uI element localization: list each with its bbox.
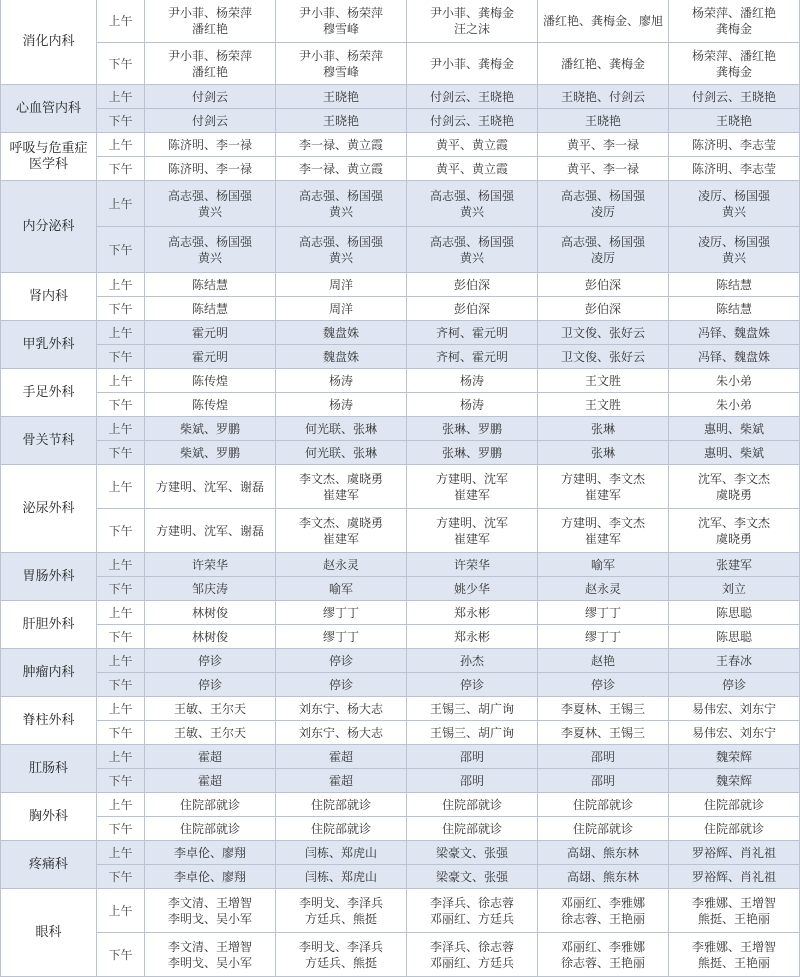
doctor-cell: 冯铎、魏盘姝 [669, 345, 800, 369]
doctor-cell: 陈思聪 [669, 601, 800, 625]
doctor-cell: 王晓艳 [669, 109, 800, 133]
doctor-cell: 高志强、杨国强 黄兴 [276, 181, 407, 227]
doctor-cell: 霍元明 [145, 345, 276, 369]
doctor-cell: 杨涛 [407, 369, 538, 393]
doctor-cell: 停诊 [276, 673, 407, 697]
doctor-cell: 住院部就诊 [538, 793, 669, 817]
doctor-cell: 许荣华 [145, 553, 276, 577]
doctor-cell: 陈传煌 [145, 393, 276, 417]
session-label: 下午 [97, 509, 145, 553]
doctor-cell: 黄平、李一禄 [538, 133, 669, 157]
doctor-cell: 住院部就诊 [145, 817, 276, 841]
doctor-cell: 缪丁丁 [276, 625, 407, 649]
doctor-cell: 卫文俊、张好云 [538, 321, 669, 345]
doctor-cell: 朱小弟 [669, 393, 800, 417]
session-label: 上午 [97, 85, 145, 109]
doctor-cell: 陈济明、李志莹 [669, 133, 800, 157]
doctor-cell: 黄平、李一禄 [538, 157, 669, 181]
schedule-row [1, 393, 800, 417]
doctor-cell: 杨荣萍、潘红艳 龚梅金 [669, 0, 800, 43]
doctor-cell: 王文胜 [538, 369, 669, 393]
schedule-row [1, 625, 800, 649]
doctor-cell: 陈结慧 [145, 273, 276, 297]
doctor-cell: 魏盘姝 [276, 345, 407, 369]
department-name: 肛肠科 [1, 745, 97, 793]
schedule-row [1, 889, 800, 933]
doctor-cell: 住院部就诊 [407, 817, 538, 841]
doctor-cell: 李泽兵、徐志蓉 邓丽红、方廷兵 [407, 889, 538, 933]
doctor-cell: 方建明、沈军、谢磊 [145, 465, 276, 509]
doctor-cell: 朱小弟 [669, 369, 800, 393]
doctor-cell: 陈济明、李一禄 [145, 157, 276, 181]
schedule-row [1, 601, 800, 625]
doctor-cell: 住院部就诊 [669, 817, 800, 841]
session-label: 下午 [97, 769, 145, 793]
doctor-cell: 王春冰 [669, 649, 800, 673]
doctor-cell: 住院部就诊 [276, 793, 407, 817]
doctor-cell: 停诊 [276, 649, 407, 673]
doctor-cell: 彭伯深 [407, 297, 538, 321]
schedule-row [1, 85, 800, 109]
department-name: 呼吸与危重症 医学科 [1, 133, 97, 181]
schedule-row [1, 673, 800, 697]
session-label: 下午 [97, 625, 145, 649]
doctor-cell: 李文清、王增智 李明戈、吴小军 [145, 933, 276, 977]
schedule-row [1, 157, 800, 181]
session-label: 上午 [97, 553, 145, 577]
doctor-cell: 彭伯深 [407, 273, 538, 297]
doctor-cell: 张琳、罗鹏 [407, 441, 538, 465]
session-label: 上午 [97, 133, 145, 157]
session-label: 上午 [97, 649, 145, 673]
doctor-cell: 张建军 [669, 553, 800, 577]
doctor-cell: 陈结慧 [145, 297, 276, 321]
doctor-cell: 郑永彬 [407, 601, 538, 625]
session-label: 上午 [97, 793, 145, 817]
session-label: 下午 [97, 817, 145, 841]
doctor-cell: 霍元明 [145, 321, 276, 345]
doctor-cell: 林树俊 [145, 601, 276, 625]
doctor-cell: 刘东宁、杨大志 [276, 721, 407, 745]
doctor-cell: 齐柯、霍元明 [407, 321, 538, 345]
doctor-cell: 魏荣辉 [669, 745, 800, 769]
doctor-cell: 王锡三、胡广询 [407, 721, 538, 745]
doctor-cell: 卫文俊、张好云 [538, 345, 669, 369]
doctor-cell: 凌厉、杨国强 黄兴 [669, 181, 800, 227]
doctor-cell: 霍超 [276, 769, 407, 793]
doctor-cell: 李雅娜、王增智 熊挺、王艳丽 [669, 933, 800, 977]
doctor-cell: 闫栋、郑虎山 [276, 841, 407, 865]
doctor-cell: 王敏、王尔天 [145, 697, 276, 721]
doctor-cell: 缪丁丁 [538, 601, 669, 625]
doctor-cell: 高志强、杨国强 黄兴 [145, 181, 276, 227]
doctor-cell: 陈济明、李志莹 [669, 157, 800, 181]
doctor-cell: 王锡三、胡广询 [407, 697, 538, 721]
schedule-row [1, 321, 800, 345]
doctor-cell: 柴斌、罗鹏 [145, 417, 276, 441]
schedule-row [1, 227, 800, 273]
session-label: 下午 [97, 865, 145, 889]
doctor-cell: 邵明 [407, 769, 538, 793]
doctor-cell: 惠明、柴斌 [669, 417, 800, 441]
session-label: 上午 [97, 601, 145, 625]
doctor-cell: 王晓艳 [276, 109, 407, 133]
session-label: 下午 [97, 393, 145, 417]
department-name: 内分泌科 [1, 181, 97, 273]
doctor-cell: 李卓伦、廖翔 [145, 841, 276, 865]
doctor-cell: 杨涛 [276, 369, 407, 393]
doctor-cell: 霍超 [145, 769, 276, 793]
session-label: 下午 [97, 441, 145, 465]
schedule-row [1, 133, 800, 157]
department-name: 心血管内科 [1, 85, 97, 133]
department-name: 手足外科 [1, 369, 97, 417]
doctor-cell: 停诊 [538, 673, 669, 697]
session-label: 下午 [97, 721, 145, 745]
department-name: 胃肠外科 [1, 553, 97, 601]
session-label: 上午 [97, 745, 145, 769]
doctor-cell: 付剑云、王晓艳 [407, 85, 538, 109]
department-name: 骨关节科 [1, 417, 97, 465]
session-label: 下午 [97, 933, 145, 977]
doctor-cell: 高志强、杨国强 黄兴 [145, 227, 276, 273]
schedule-row [1, 509, 800, 553]
doctor-cell: 方建明、沈军、谢磊 [145, 509, 276, 553]
doctor-cell: 李卓伦、廖翔 [145, 865, 276, 889]
doctor-cell: 缪丁丁 [538, 625, 669, 649]
doctor-cell: 邵明 [538, 769, 669, 793]
doctor-cell: 高志强、杨国强 凌厉 [538, 227, 669, 273]
doctor-cell: 刘立 [669, 577, 800, 601]
doctor-cell: 陈结慧 [669, 297, 800, 321]
doctor-cell: 李文杰、虞晓勇 崔建军 [276, 465, 407, 509]
doctor-cell: 闫栋、郑虎山 [276, 865, 407, 889]
doctor-cell: 陈结慧 [669, 273, 800, 297]
doctor-cell: 李明戈、李泽兵 方廷兵、熊挺 [276, 889, 407, 933]
doctor-cell: 彭伯深 [538, 297, 669, 321]
schedule-row [1, 769, 800, 793]
session-label: 上午 [97, 697, 145, 721]
doctor-cell: 高志强、杨国强 黄兴 [407, 227, 538, 273]
doctor-cell: 高志强、杨国强 凌厉 [538, 181, 669, 227]
doctor-cell: 方建明、沈军 崔建军 [407, 465, 538, 509]
doctor-cell: 尹小菲、杨荣萍 潘红艳 [145, 0, 276, 43]
department-name: 甲乳外科 [1, 321, 97, 369]
doctor-cell: 霍超 [276, 745, 407, 769]
session-label: 上午 [97, 0, 145, 43]
schedule-row [1, 745, 800, 769]
department-name: 疼痛科 [1, 841, 97, 889]
department-name: 泌尿外科 [1, 465, 97, 553]
doctor-cell: 冯铎、魏盘姝 [669, 321, 800, 345]
doctor-cell: 邓丽红、李雅娜 徐志蓉、王艳丽 [538, 889, 669, 933]
session-label: 下午 [97, 227, 145, 273]
schedule-row [1, 441, 800, 465]
schedule-row [1, 181, 800, 227]
schedule-row [1, 865, 800, 889]
doctor-cell: 高翃、熊东林 [538, 865, 669, 889]
doctor-cell: 方建明、李文杰 崔建军 [538, 465, 669, 509]
department-name: 肾内科 [1, 273, 97, 321]
doctor-cell: 陈济明、李一禄 [145, 133, 276, 157]
schedule-row [1, 793, 800, 817]
schedule-row [1, 273, 800, 297]
session-label: 上午 [97, 181, 145, 227]
doctor-cell: 住院部就诊 [407, 793, 538, 817]
doctor-cell: 凌厉、杨国强 黄兴 [669, 227, 800, 273]
doctor-cell: 杨涛 [407, 393, 538, 417]
doctor-cell: 李一禄、黄立霞 [276, 133, 407, 157]
doctor-cell: 方建明、沈军 崔建军 [407, 509, 538, 553]
doctor-cell: 易伟宏、刘东宁 [669, 721, 800, 745]
session-label: 上午 [97, 321, 145, 345]
doctor-cell: 易伟宏、刘东宁 [669, 697, 800, 721]
doctor-cell: 尹小菲、龚梅金 [407, 43, 538, 85]
doctor-cell: 付剑云 [145, 109, 276, 133]
doctor-cell: 刘东宁、杨大志 [276, 697, 407, 721]
doctor-cell: 尹小菲、龚梅金 汪之沫 [407, 0, 538, 43]
session-label: 上午 [97, 417, 145, 441]
department-name: 肝胆外科 [1, 601, 97, 649]
doctor-cell: 邓丽红、李雅娜 徐志蓉、王艳丽 [538, 933, 669, 977]
schedule-row [1, 721, 800, 745]
session-label: 上午 [97, 841, 145, 865]
doctor-cell: 喻军 [538, 553, 669, 577]
doctor-cell: 张琳 [538, 417, 669, 441]
session-label: 下午 [97, 109, 145, 133]
doctor-cell: 霍超 [145, 745, 276, 769]
doctor-cell: 住院部就诊 [669, 793, 800, 817]
doctor-cell: 住院部就诊 [538, 817, 669, 841]
doctor-cell: 林树俊 [145, 625, 276, 649]
doctor-cell: 李文杰、虞晓勇 崔建军 [276, 509, 407, 553]
schedule-row [1, 369, 800, 393]
session-label: 上午 [97, 273, 145, 297]
doctor-cell: 惠明、柴斌 [669, 441, 800, 465]
doctor-cell: 停诊 [145, 673, 276, 697]
doctor-cell: 李文清、王增智 李明戈、吴小军 [145, 889, 276, 933]
doctor-cell: 尹小菲、杨荣萍 穆雪峰 [276, 0, 407, 43]
schedule-row [1, 841, 800, 865]
schedule-body [1, 0, 800, 977]
doctor-cell: 陈思聪 [669, 625, 800, 649]
session-label: 上午 [97, 889, 145, 933]
schedule-row [1, 553, 800, 577]
doctor-cell: 张琳 [538, 441, 669, 465]
doctor-cell: 何光联、张琳 [276, 417, 407, 441]
session-label: 下午 [97, 297, 145, 321]
doctor-cell: 邵明 [407, 745, 538, 769]
session-label: 上午 [97, 369, 145, 393]
doctor-cell: 潘红艳、龚梅金 [538, 43, 669, 85]
department-name: 胸外科 [1, 793, 97, 841]
doctor-cell: 住院部就诊 [145, 793, 276, 817]
doctor-cell: 付剑云、王晓艳 [407, 109, 538, 133]
session-label: 下午 [97, 345, 145, 369]
doctor-cell: 王敏、王尔天 [145, 721, 276, 745]
doctor-cell: 周洋 [276, 273, 407, 297]
doctor-cell: 姚少华 [407, 577, 538, 601]
schedule-row [1, 417, 800, 441]
doctor-cell: 高翃、熊东林 [538, 841, 669, 865]
doctor-cell: 付剑云、王晓艳 [669, 85, 800, 109]
department-name: 眼科 [1, 889, 97, 977]
doctor-cell: 张琳、罗鹏 [407, 417, 538, 441]
doctor-cell: 魏盘姝 [276, 321, 407, 345]
doctor-cell: 孙杰 [407, 649, 538, 673]
doctor-cell: 李雅娜、王增智 熊挺、王艳丽 [669, 889, 800, 933]
session-label: 下午 [97, 43, 145, 85]
doctor-cell: 黄平、黄立霞 [407, 133, 538, 157]
doctor-cell: 潘红艳、龚梅金、廖旭 [538, 0, 669, 43]
schedule-row [1, 0, 800, 43]
doctor-cell: 杨荣萍、潘红艳 龚梅金 [669, 43, 800, 85]
doctor-cell: 王晓艳 [276, 85, 407, 109]
doctor-cell: 杨涛 [276, 393, 407, 417]
schedule-row [1, 465, 800, 509]
doctor-cell: 高志强、杨国强 黄兴 [407, 181, 538, 227]
doctor-cell: 王晓艳、付剑云 [538, 85, 669, 109]
department-name: 肿瘤内科 [1, 649, 97, 697]
doctor-cell: 方建明、李文杰 崔建军 [538, 509, 669, 553]
doctor-cell: 李夏林、王锡三 [538, 721, 669, 745]
schedule-row [1, 577, 800, 601]
doctor-cell: 李明戈、李泽兵 方廷兵、熊挺 [276, 933, 407, 977]
schedule-row [1, 43, 800, 85]
schedule-row [1, 817, 800, 841]
schedule-row [1, 933, 800, 977]
doctor-cell: 赵永灵 [276, 553, 407, 577]
doctor-cell: 付剑云 [145, 85, 276, 109]
doctor-cell: 柴斌、罗鹏 [145, 441, 276, 465]
doctor-cell: 缪丁丁 [276, 601, 407, 625]
doctor-cell: 罗裕辉、肖礼祖 [669, 841, 800, 865]
doctor-cell: 尹小菲、杨荣萍 穆雪峰 [276, 43, 407, 85]
doctor-cell: 梁豪文、张强 [407, 865, 538, 889]
doctor-cell: 黄平、黄立霞 [407, 157, 538, 181]
schedule-row [1, 697, 800, 721]
department-name: 脊柱外科 [1, 697, 97, 745]
doctor-cell: 停诊 [407, 673, 538, 697]
doctor-cell: 沈军、李文杰 虞晓勇 [669, 465, 800, 509]
doctor-cell: 停诊 [145, 649, 276, 673]
doctor-cell: 高志强、杨国强 黄兴 [276, 227, 407, 273]
schedule-row [1, 297, 800, 321]
doctor-cell: 赵永灵 [538, 577, 669, 601]
doctor-cell: 喻军 [276, 577, 407, 601]
doctor-cell: 赵艳 [538, 649, 669, 673]
session-label: 下午 [97, 673, 145, 697]
session-label: 下午 [97, 577, 145, 601]
doctor-cell: 周洋 [276, 297, 407, 321]
doctor-cell: 罗裕辉、肖礼祖 [669, 865, 800, 889]
doctor-cell: 陈传煌 [145, 369, 276, 393]
doctor-cell: 李夏林、王锡三 [538, 697, 669, 721]
doctor-cell: 何光联、张琳 [276, 441, 407, 465]
doctor-cell: 沈军、李文杰 虞晓勇 [669, 509, 800, 553]
doctor-cell: 尹小菲、杨荣萍 潘红艳 [145, 43, 276, 85]
department-name: 消化内科 [1, 0, 97, 85]
doctor-cell: 魏荣辉 [669, 769, 800, 793]
session-label: 上午 [97, 465, 145, 509]
doctor-cell: 停诊 [669, 673, 800, 697]
doctor-cell: 梁豪文、张强 [407, 841, 538, 865]
session-label: 下午 [97, 157, 145, 181]
schedule-row [1, 109, 800, 133]
schedule-row [1, 345, 800, 369]
schedule-row [1, 649, 800, 673]
doctor-cell: 许荣华 [407, 553, 538, 577]
doctor-cell: 邵明 [538, 745, 669, 769]
doctor-cell: 王晓艳 [538, 109, 669, 133]
doctor-cell: 彭伯深 [538, 273, 669, 297]
doctor-cell: 住院部就诊 [276, 817, 407, 841]
doctor-cell: 郑永彬 [407, 625, 538, 649]
doctor-cell: 李泽兵、徐志蓉 邓丽红、方廷兵 [407, 933, 538, 977]
doctor-cell: 王文胜 [538, 393, 669, 417]
doctor-cell: 齐柯、霍元明 [407, 345, 538, 369]
doctor-cell: 邹庆涛 [145, 577, 276, 601]
doctor-cell: 李一禄、黄立霞 [276, 157, 407, 181]
